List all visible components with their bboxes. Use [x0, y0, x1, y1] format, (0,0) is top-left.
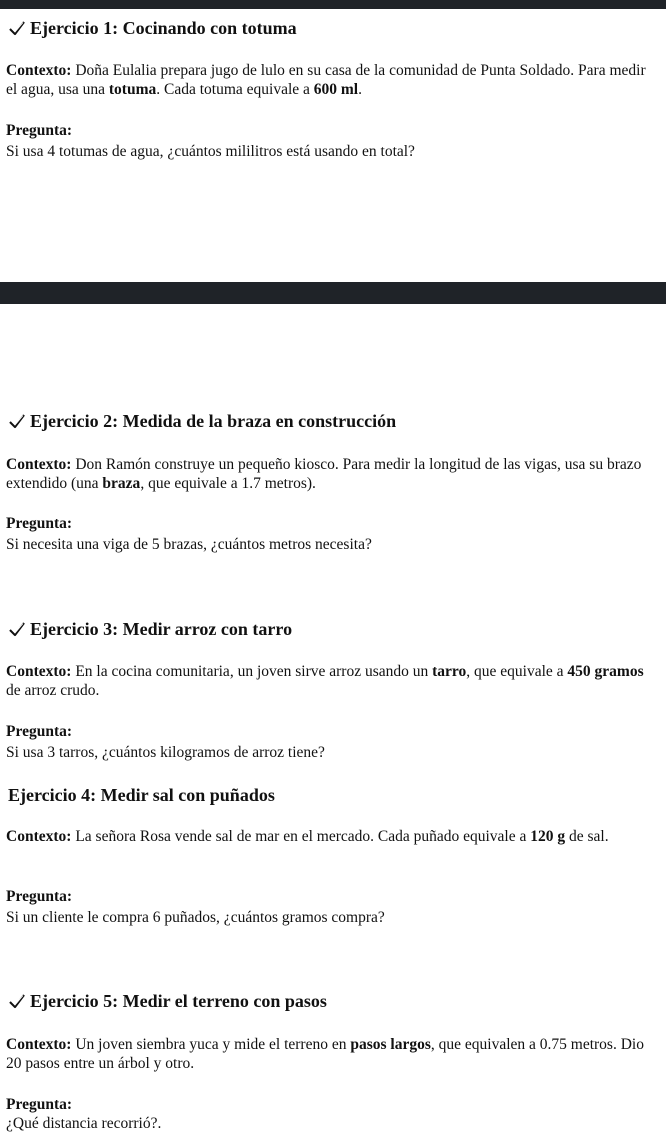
exercise-context	[6, 1035, 658, 1073]
context-text: de arroz crudo.	[6, 682, 100, 699]
question-text: Si un cliente le compra 6 puñados, ¿cuántos gramos compra?	[6, 909, 385, 926]
context-text: .	[358, 81, 362, 98]
question-text: Si usa 3 tarros, ¿cuántos kilogramos de arroz tiene?	[6, 744, 325, 761]
exercise-title-text: Ejercicio 2: Medida de la braza en construcción	[30, 411, 397, 431]
context-text: , que equivale a	[466, 663, 568, 680]
question-text: Si necesita una viga de 5 brazas, ¿cuántos metros necesita?	[6, 536, 372, 553]
context-text: , que equivale a 1.7 metros).	[140, 475, 316, 492]
exercise-title	[8, 17, 297, 39]
context-label: Contexto:	[6, 62, 72, 79]
context-label: Contexto:	[6, 828, 72, 845]
context-label: Contexto:	[6, 1036, 72, 1053]
context-text: , que equivalen a 0.75 metros. Dio 20 pasos entre un árbol y otro.	[6, 1036, 644, 1072]
context-label: Contexto:	[6, 663, 72, 680]
exercise-title	[8, 618, 292, 640]
exercise-title-text: Ejercicio 5: Medir el terreno con pasos	[30, 991, 327, 1011]
context-text: . Cada totuma equivale a	[156, 81, 314, 98]
page-separator-band	[0, 282, 666, 304]
context-text: En la cocina comunitaria, un joven sirve arroz usando un	[71, 663, 433, 680]
context-text: Don Ramón construye un pequeño kiosco. Para medir la longitud de las vigas, usa su brazo extendido (una	[6, 456, 642, 492]
check-mark-icon	[8, 412, 26, 430]
context-bold: totuma	[108, 81, 157, 98]
exercise-title	[8, 990, 327, 1012]
exercise-title-text: Ejercicio 1: Cocinando con totuma	[30, 18, 297, 38]
exercise-title	[8, 410, 396, 432]
context-bold: 450 gramos	[567, 663, 644, 680]
context-label: Contexto:	[6, 456, 72, 473]
context-text: La señora Rosa vende sal de mar en el mercado. Cada puñado equivale a	[71, 828, 531, 845]
context-bold: 120 g	[530, 828, 566, 845]
exercise-title	[8, 784, 275, 806]
context-text: Doña Eulalia prepara jugo de lulo en su casa de la comunidad de Punta Soldado. Para medir el agua, usa una	[6, 62, 646, 98]
exercise-context	[6, 662, 658, 700]
question-label: Pregunta:	[6, 723, 73, 740]
exercise-title-text: Ejercicio 3: Medir arroz con tarro	[30, 619, 293, 639]
question-text: ¿Qué distancia recorrió?.	[6, 1115, 162, 1132]
question-label: Pregunta:	[6, 1096, 73, 1113]
exercise-title-text: Ejercicio 4: Medir sal con puñados	[8, 785, 275, 805]
question-text: Si usa 4 totumas de agua, ¿cuántos mililitros está usando en total?	[6, 143, 415, 160]
context-text: Un joven siembra yuca y mide el terreno en	[71, 1036, 351, 1053]
question-label: Pregunta:	[6, 122, 73, 139]
context-bold: tarro	[432, 663, 467, 680]
context-text: de sal.	[565, 828, 609, 845]
question-label: Pregunta:	[6, 888, 73, 905]
top-dark-band	[0, 0, 666, 9]
check-mark-icon	[8, 620, 26, 638]
exercise-context	[6, 455, 658, 493]
context-bold: 600 ml	[313, 81, 359, 98]
exercise-context	[6, 827, 658, 846]
context-bold: braza	[102, 475, 141, 492]
check-mark-icon	[8, 19, 26, 37]
context-bold: pasos largos	[350, 1036, 431, 1053]
check-mark-icon	[8, 992, 26, 1010]
question-label: Pregunta:	[6, 515, 73, 532]
exercise-context	[6, 61, 658, 99]
